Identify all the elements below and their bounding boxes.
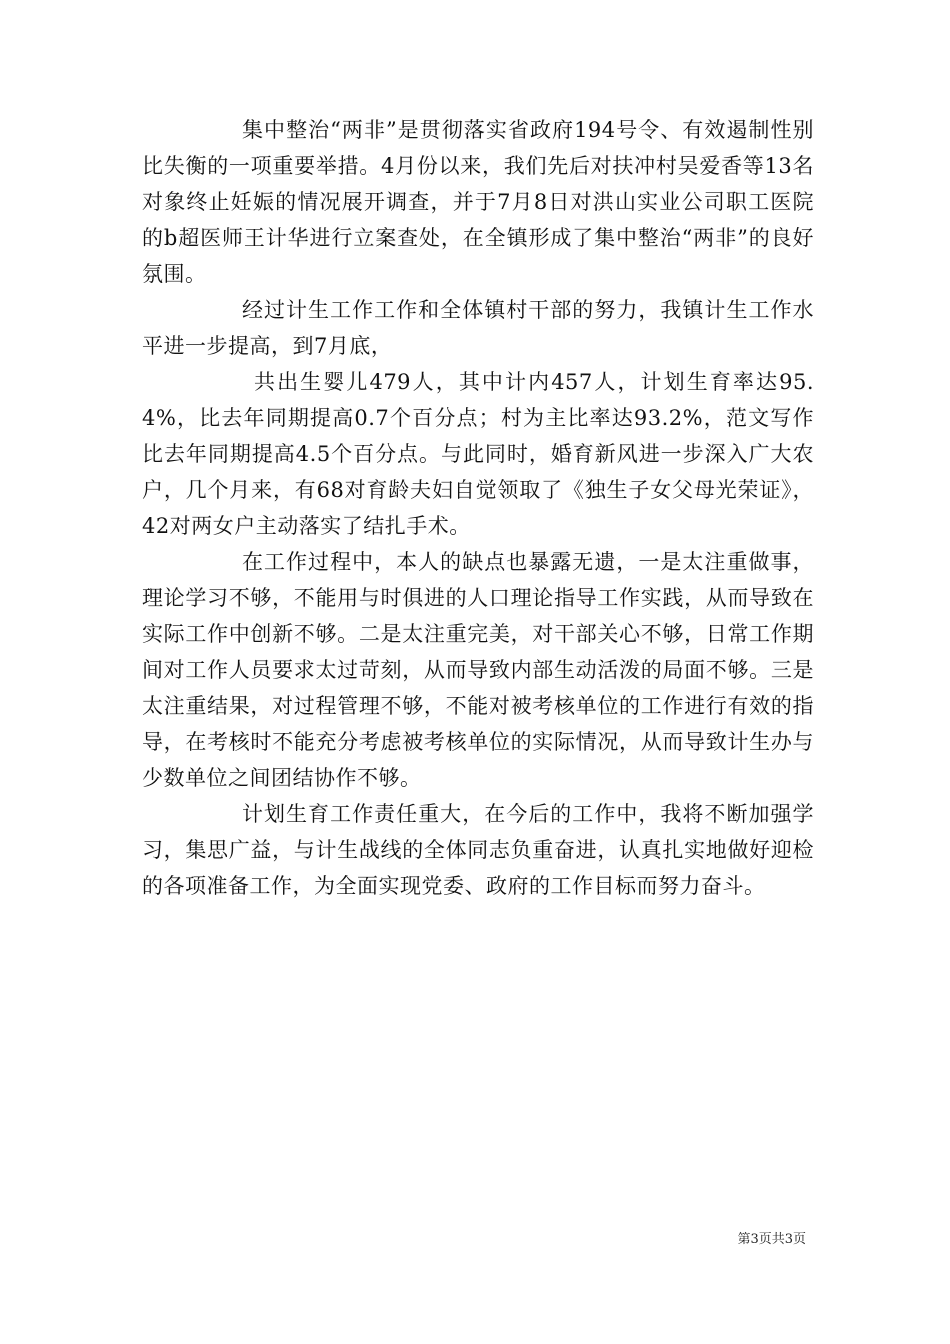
paragraph-work-progress: 经过计生工作工作和全体镇村干部的努力，我镇计生工作水平进一步提高，到7月底， bbox=[142, 298, 814, 358]
paragraph-birth-statistics: 共出生婴儿479人，其中计内457人，计划生育率达95.4%，比去年同期提高0.7个百分点；村为主比率达93.2%，范文写作比去年同期提高4.5个百分点。与此同时，婚育新风进一步深入广大农户，几个月来，有68对育龄夫妇自觉领取了《独生子女父母光荣证》，42对两女户主动落实了结扎手术。 bbox=[142, 370, 814, 538]
paragraph-shortcomings: 在工作过程中，本人的缺点也暴露无遗，一是太注重做事，理论学习不够，不能用与时俱进的人口理论指导工作实践，从而导致在实际工作中创新不够。二是太注重完美，对干部关心不够，日常工作期间对工作人员要求太过苛刻，从而导致内部生动活泼的局面不够。三是太注重结果，对过程管理不够，不能对被考核单位的工作进行有效的指导，在考核时不能充分考虑被考核单位的实际情况，从而导致计生办与少数单位之间团结协作不够。 bbox=[142, 550, 814, 790]
page-number-footer: 第3页共3页 bbox=[737, 1232, 806, 1247]
paragraph-two-non-rectification: 集中整治“两非”是贯彻落实省政府194号令、有效遏制性别比失衡的一项重要举措。4月份以来，我们先后对扶冲村吴爱香等13名对象终止妊娠的情况展开调查，并于7月8日对洪山实业公司职工医院的b超医师王计华进行立案查处，在全镇形成了集中整治“两非”的良好氛围。 bbox=[142, 118, 814, 286]
document-body bbox=[142, 112, 814, 904]
paragraph-future-plan: 计划生育工作责任重大，在今后的工作中，我将不断加强学习，集思广益，与计生战线的全体同志负重奋进，认真扎实地做好迎检的各项准备工作，为全面实现党委、政府的工作目标而努力奋斗。 bbox=[142, 802, 814, 898]
